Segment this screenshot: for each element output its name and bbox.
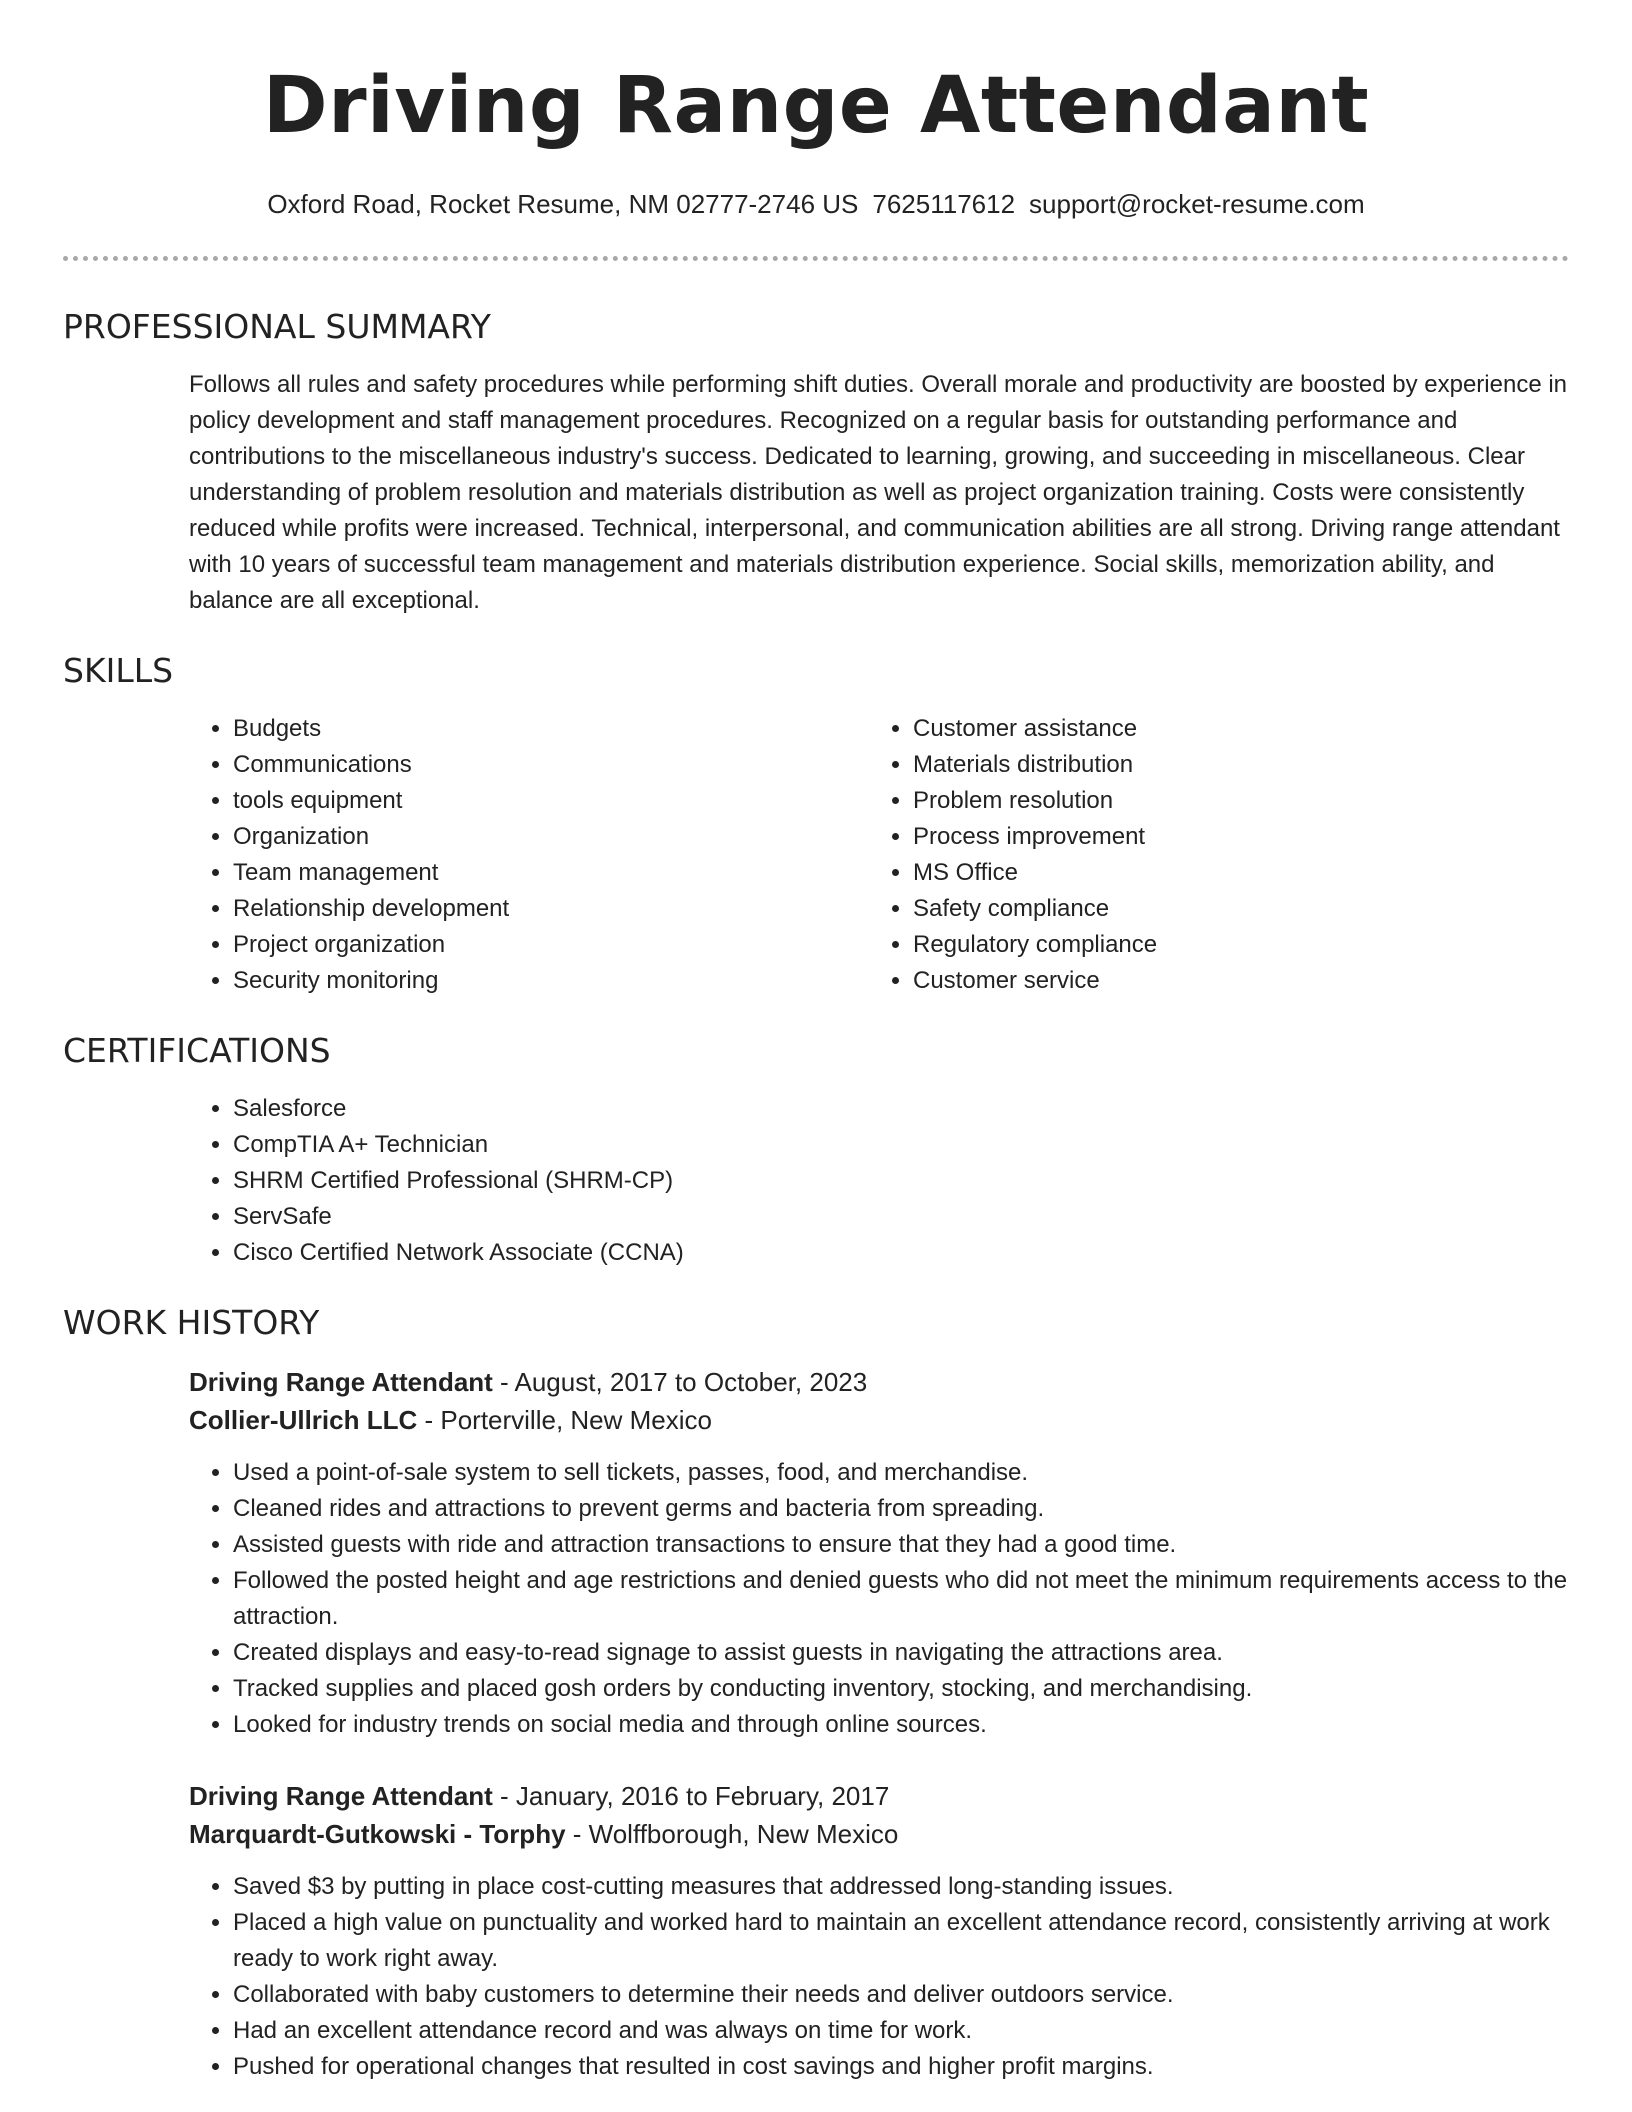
skill-item: • Materials distribution — [913, 747, 1549, 783]
candidate-name: Driving Range Attendant — [262, 61, 1370, 151]
job-entry — [189, 1777, 1569, 2085]
job-duty: • Collaborated with baby customers to determine their needs and deliver outdoors service. — [233, 1977, 1569, 2013]
certification-item: • SHRM Certified Professional (SHRM-CP) — [233, 1163, 1569, 1199]
contact-phone: 7625117612 — [872, 189, 1016, 219]
skills-grid — [189, 711, 1569, 999]
skill-item: • Organization — [233, 819, 869, 855]
job-company-line — [189, 1815, 1569, 1853]
certification-item: • ServSafe — [233, 1199, 1569, 1235]
contact-line — [0, 188, 1632, 220]
job-duty: • Pushed for operational changes that resulted in cost savings and higher profit margins. — [233, 2049, 1569, 2085]
job-role: Driving Range Attendant — [189, 1367, 493, 1397]
skill-item: • Regulatory compliance — [913, 927, 1549, 963]
job-company-line — [189, 1401, 1569, 1439]
skills-right-column — [869, 711, 1549, 999]
contact-address: Oxford Road, Rocket Resume, NM 02777-2746 US — [267, 189, 859, 219]
certification-item: • CompTIA A+ Technician — [233, 1127, 1569, 1163]
skill-item: • Budgets — [233, 711, 869, 747]
job-entry — [189, 1363, 1569, 1743]
job-duty: • Tracked supplies and placed gosh orders by conducting inventory, stocking, and merchandising. — [233, 1671, 1569, 1707]
summary-text: Follows all rules and safety procedures while performing shift duties. Overall morale and productivity are boosted by experience in policy development and staff management procedures. Recognized on a regular basis for outstanding performance and contributions to the miscellaneous industry's success. Dedicated to learning, growing, and succeeding in miscellaneous. Clear understanding of problem resolution and materials distribution as well as project organization training. Costs were consistently reduced while profits were increased. Technical, interpersonal, and communication abilities are all strong. Driving range attendant with 10 years of successful team management and materials distribution experience. Social skills, memorization ability, and balance are all exceptional. — [189, 371, 1568, 614]
skill-item: • Process improvement — [913, 819, 1549, 855]
job-duty: • Had an excellent attendance record and was always on time for work. — [233, 2013, 1569, 2049]
job-duties-list — [189, 1869, 1569, 2085]
skill-item: • Security monitoring — [233, 963, 869, 999]
skills-heading: SKILLS — [63, 651, 174, 690]
certifications-block — [189, 1091, 1569, 1271]
job-company: Collier-Ullrich LLC — [189, 1405, 418, 1435]
job-location: - Wolffborough, New Mexico — [565, 1819, 899, 1849]
certifications-heading: CERTIFICATIONS — [63, 1031, 331, 1070]
work-history-heading: WORK HISTORY — [63, 1303, 320, 1342]
skill-item: • Project organization — [233, 927, 869, 963]
job-duty: • Used a point-of-sale system to sell tickets, passes, food, and merchandise. — [233, 1455, 1569, 1491]
skills-right-list — [869, 711, 1549, 999]
skill-item: • tools equipment — [233, 783, 869, 819]
job-location: - Porterville, New Mexico — [417, 1405, 712, 1435]
header-divider — [63, 256, 1569, 261]
skill-item: • MS Office — [913, 855, 1549, 891]
skills-left-list — [189, 711, 869, 999]
job-duty: • Cleaned rides and attractions to prevent germs and bacteria from spreading. — [233, 1491, 1569, 1527]
job-duties-list — [189, 1455, 1569, 1743]
skill-item: • Customer service — [913, 963, 1549, 999]
job-duty: • Created displays and easy-to-read signage to assist guests in navigating the attractions area. — [233, 1635, 1569, 1671]
skill-item: • Customer assistance — [913, 711, 1549, 747]
skill-item: • Safety compliance — [913, 891, 1549, 927]
summary-heading: PROFESSIONAL SUMMARY — [63, 307, 491, 346]
job-title-line — [189, 1777, 1569, 1815]
skill-item: • Problem resolution — [913, 783, 1549, 819]
job-duty: • Saved $3 by putting in place cost-cutting measures that addressed long-standing issues. — [233, 1869, 1569, 1905]
contact-email: support@rocket-resume.com — [1029, 189, 1365, 219]
certifications-list — [189, 1091, 1569, 1271]
skill-item: • Communications — [233, 747, 869, 783]
job-dates: - August, 2017 to October, 2023 — [492, 1367, 868, 1397]
skills-left-column — [189, 711, 869, 999]
certification-item: • Cisco Certified Network Associate (CCNA) — [233, 1235, 1569, 1271]
certification-item: • Salesforce — [233, 1091, 1569, 1127]
skill-item: • Team management — [233, 855, 869, 891]
job-duty: • Placed a high value on punctuality and worked hard to maintain an excellent attendance record, consistently arriving at work ready to work right away. — [233, 1905, 1569, 1977]
skill-item: • Relationship development — [233, 891, 869, 927]
job-role: Driving Range Attendant — [189, 1781, 493, 1811]
job-title-line — [189, 1363, 1569, 1401]
job-duty: • Looked for industry trends on social media and through online sources. — [233, 1707, 1569, 1743]
job-duty: • Followed the posted height and age restrictions and denied guests who did not meet the minimum requirements access to the attraction. — [233, 1563, 1569, 1635]
job-duty: • Assisted guests with ride and attraction transactions to ensure that they had a good time. — [233, 1527, 1569, 1563]
job-dates: - January, 2016 to February, 2017 — [492, 1781, 890, 1811]
job-company: Marquardt-Gutkowski - Torphy — [189, 1819, 566, 1849]
